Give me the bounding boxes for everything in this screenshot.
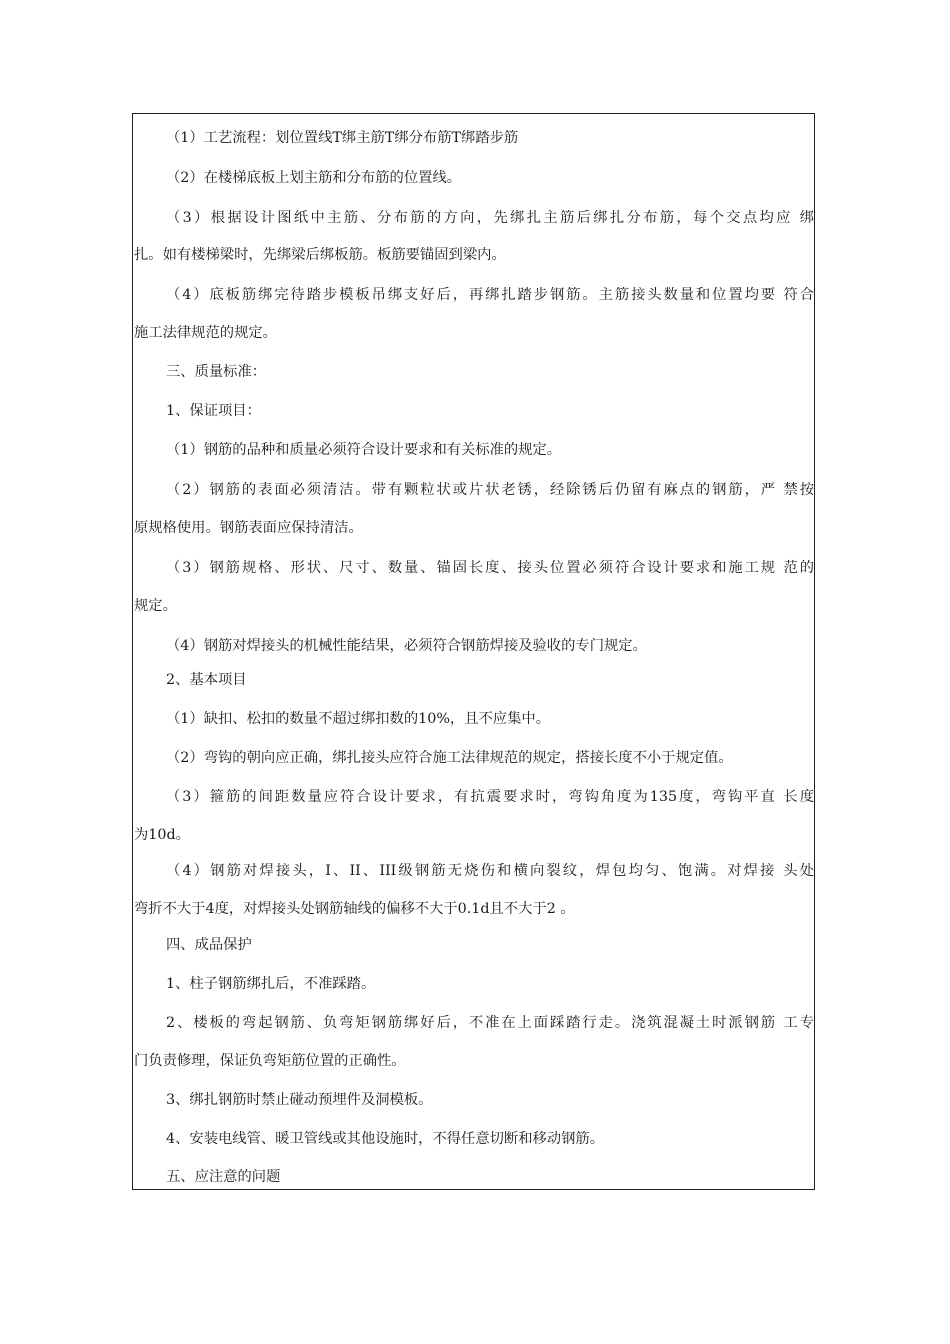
text-line: （3）根据设计图纸中主筋、分布筋的方向，先绑扎主筋后绑扎分布筋，每个交点均应 绑 — [166, 210, 814, 226]
text-line: （4）钢筋对焊接头，I、II、III级钢筋无烧伤和横向裂纹，焊包均匀、饱满。对焊接 头处 — [166, 863, 814, 879]
text-line: 弯折不大于4度，对焊接头处钢筋轴线的偏移不大于0.1d且不大于2 。 — [134, 901, 575, 917]
section-heading: 四、成品保护 — [166, 937, 252, 953]
text-line: （3）箍筋的间距数量应符合设计要求，有抗震要求时，弯钩角度为135度，弯钩平直 长度 — [166, 789, 814, 805]
text-line: （2）钢筋的表面必须清洁。带有颗粒状或片状老锈，经除锈后仍留有麻点的钢筋，严 禁按 — [166, 482, 814, 498]
text-line: （1）工艺流程：划位置线T绑主筋T绑分布筋T绑踏步筋 — [166, 130, 519, 146]
text-line: （2）弯钩的朝向应正确，绑扎接头应符合施工法律规范的规定，搭接长度不小于规定值。 — [166, 750, 733, 766]
subsection-heading: 1、保证项目： — [166, 403, 261, 419]
section-heading: 五、应注意的问题 — [166, 1169, 281, 1185]
text-line: （4）钢筋对焊接头的机械性能结果，必须符合钢筋焊接及验收的专门规定。 — [166, 638, 647, 654]
text-line: 施工法律规范的规定。 — [134, 325, 277, 341]
text-line: 规定。 — [134, 598, 177, 614]
text-line: （4）底板筋绑完待踏步模板吊绑支好后，再绑扎踏步钢筋。主筋接头数量和位置均要 符合 — [166, 287, 814, 303]
text-line: （1）钢筋的品种和质量必须符合设计要求和有关标准的规定。 — [166, 442, 562, 458]
text-line: 扎。如有楼梯梁时，先绑梁后绑板筋。板筋要锚固到梁内。 — [134, 247, 506, 263]
subsection-heading: 3、绑扎钢筋时禁止碰动预埋件及洞模板。 — [166, 1092, 433, 1108]
section-heading: 三、质量标准： — [166, 364, 267, 380]
text-line: 2、楼板的弯起钢筋、负弯矩钢筋绑好后，不准在上面踩踏行走。浇筑混凝土时派钢筋 工专 — [166, 1015, 814, 1031]
text-line: 原规格使用。钢筋表面应保持清洁。 — [134, 520, 363, 536]
text-line: （1）缺扣、松扣的数量不超过绑扣数的10%，且不应集中。 — [166, 711, 550, 727]
subsection-heading: 1、柱子钢筋绑扎后，不准踩踏。 — [166, 976, 376, 992]
text-line: 为10d。 — [134, 827, 190, 843]
text-line: （2）在楼梯底板上划主筋和分布筋的位置线。 — [166, 170, 462, 186]
subsection-heading: 2、基本项目 — [166, 672, 247, 688]
text-line: （3）钢筋规格、形状、尺寸、数量、锚固长度、接头位置必须符合设计要求和施工规 范的 — [166, 560, 814, 576]
text-line: 门负责修理，保证负弯矩筋位置的正确性。 — [134, 1053, 406, 1069]
subsection-heading: 4、安装电线管、暖卫管线或其他设施时，不得任意切断和移动钢筋。 — [166, 1131, 604, 1147]
